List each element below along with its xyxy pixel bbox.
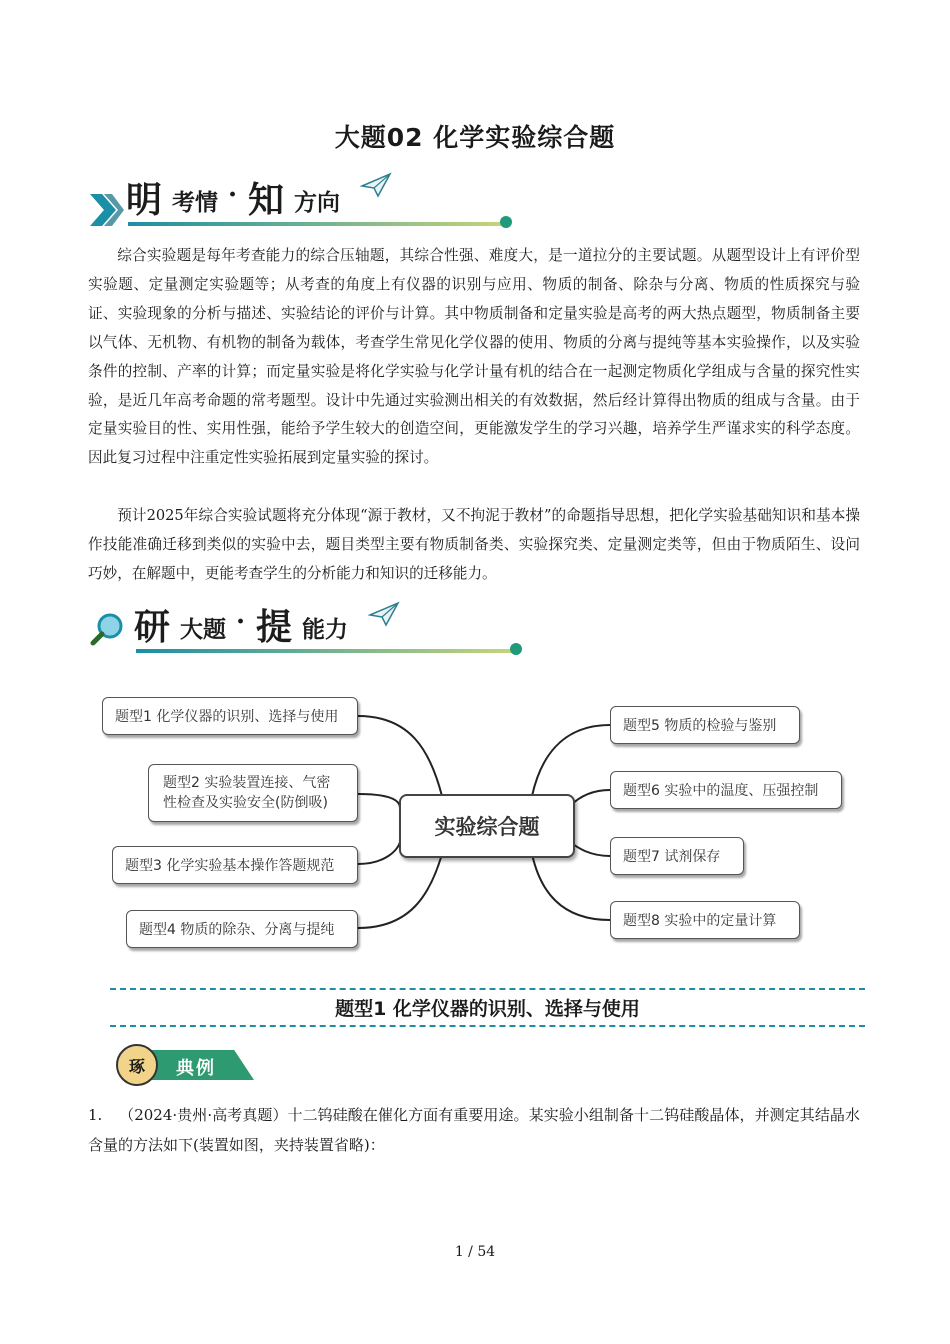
section-title: 题型1 化学仪器的识别、选择与使用 — [335, 998, 640, 1020]
intro-paragraph-2: 预计2025年综合实验试题将充分体现“源于教材，又不拘泥于教材”的命题指导思想，把化学实验基础知识和基本操作技能准确迁移到类似的实验中去，题目类型主要有物质制备类、实验探究类、定量测定类等，但由于物质陌生、设问巧妙，在解题中，更能考查学生的分析能力和知识的迁移能力。 — [88, 507, 860, 582]
banner-study-questions — [88, 597, 528, 657]
banner-char-1: 研 — [134, 606, 171, 648]
mindmap-node-type3: 题型3 化学实验基本操作答题规范 — [112, 846, 358, 884]
magnifier-icon — [90, 611, 126, 647]
question-number: 1. — [88, 1106, 103, 1124]
mindmap-node-type4: 题型4 物质的除杂、分离与提纯 — [126, 910, 358, 948]
mindmap-node-type7: 题型7 试剂保存 — [610, 837, 744, 875]
banner-underline — [128, 222, 508, 226]
banner-text-1: 大题 — [180, 617, 226, 643]
banner-char-2: 知 — [248, 179, 285, 221]
banner-underline-dot — [500, 216, 512, 228]
section-divider-bottom — [110, 1025, 865, 1027]
banner-char-2: 提 — [256, 606, 293, 648]
mindmap-node-type2: 题型2 实验装置连接、气密性检查及实验安全(防倒吸) — [148, 764, 358, 822]
mindmap-node-type6: 题型6 实验中的温度、压强控制 — [610, 771, 842, 809]
banner-dot: · — [228, 180, 238, 210]
mindmap-node-type1: 题型1 化学仪器的识别、选择与使用 — [102, 697, 358, 735]
document-title: 大题02 化学实验综合题 — [334, 123, 616, 152]
banner-text-2: 方向 — [294, 190, 340, 216]
mindmap-node-type5: 题型5 物质的检验与鉴别 — [610, 706, 800, 744]
paper-plane-icon — [368, 601, 400, 627]
example-tag-badge-text: 琢 — [128, 1056, 145, 1076]
banner-underline — [136, 649, 516, 653]
mindmap-center-node: 实验综合题 — [399, 794, 575, 858]
example-tag-badge — [116, 1044, 158, 1086]
mindmap-node-type8: 题型8 实验中的定量计算 — [610, 901, 800, 939]
paper-plane-icon — [360, 172, 392, 198]
banner-dot: · — [236, 607, 246, 637]
question-1 — [88, 1100, 860, 1160]
example-tag — [112, 1044, 262, 1086]
intro-paragraph-1: 综合实验题是每年考查能力的综合压轴题，其综合性强、难度大，是一道拉分的主要试题。从题型设计上有评价型实验题、定量测定实验题等；从考查的角度上有仪器的识别与应用、物质的制备、除杂与分离、物质的性质探究与验证、实验现象的分析与描述、实验结论的评价与计算。其中物质制备和定量实验是高考的两大热点题型，物质制备主要以气体、无机物、有机物的制备为载体，考查学生常见化学仪器的使用、物质的分离与提纯等基本实验操作，以及实验条件的控制、产率的计算；而定量实验是将化学实验与化学计量有机的结合在一起测定物质化学组成与含量的探究性实验，是近几年高考命题的常考题型。设计中先通过实验测出相关的有效数据，然后经计算得出物质的组成与含量。由于定量实验目的性、实用性强，能给予学生较大的创造空间，更能激发学生的学习兴趣，培养学生严谨求实的科学态度。因此复习过程中注重定性实验拓展到定量实验的探讨。 — [88, 247, 860, 467]
chevron-arrow-icon — [88, 192, 124, 228]
page-number: 1 / 54 — [454, 1244, 496, 1260]
question-text: （2024·贵州·高考真题）十二钨硅酸在催化方面有重要用途。某实验小组制备十二钨硅酸晶体，并测定其结晶水含量的方法如下(装置如图，夹持装置省略)： — [88, 1106, 860, 1154]
banner-text-2: 能力 — [302, 617, 348, 643]
banner-exam-overview — [88, 170, 528, 230]
section-divider-top — [110, 988, 865, 990]
banner-char-1: 明 — [126, 179, 163, 221]
mindmap — [0, 680, 950, 950]
banner-text-1: 考情 — [172, 190, 218, 216]
example-tag-label: 典例 — [176, 1058, 216, 1079]
banner-underline-dot — [510, 643, 522, 655]
